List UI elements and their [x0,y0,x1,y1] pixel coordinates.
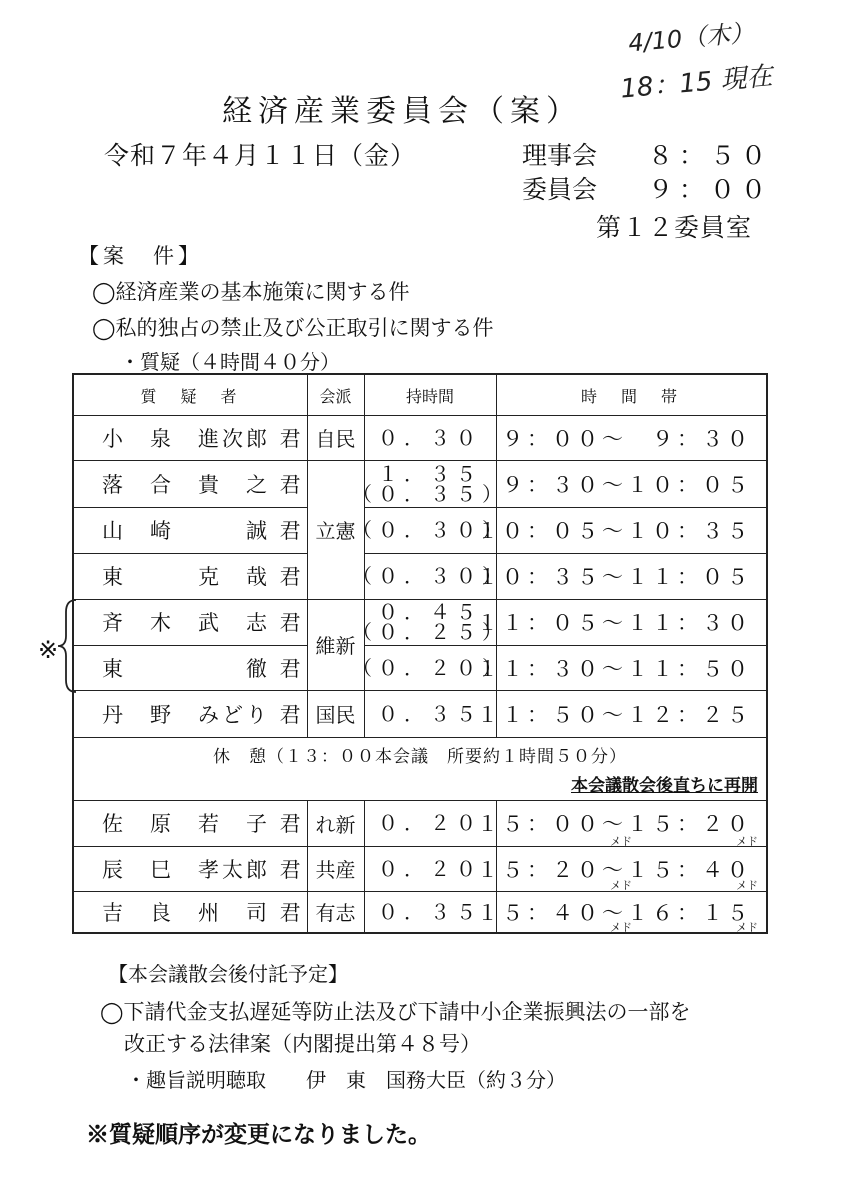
time-slot: １５：２０〜１５：４０ [477,857,752,882]
referral-heading: 【本会議散会後付託予定】 [108,962,348,986]
party-name: 有志 [315,901,356,925]
allotted-time-total: ０．４５ [378,600,482,624]
time-slot: １０：３５〜１１：０５ [477,565,752,589]
questioner-name: 東 克 哉 君 [102,565,304,589]
time-slot: ９：３０〜１０：０５ [502,472,752,497]
allotted-time: ０．３５ [378,701,482,726]
questioner-name: 辰 巳 孝太郎 君 [102,857,304,882]
questioner-name: 丹 野 みどり 君 [102,702,304,727]
allotted-time: ０．２０ [378,856,482,881]
qa-duration: ・質疑（４時間４０分） [120,350,340,374]
allotted-time: ０．３５ [378,899,482,924]
bill-title-line: ◯下請代金支払遅延等防止法及び下請中小企業振興法の一部を [100,1000,691,1024]
agenda-heading: 【案 件】 [78,244,203,268]
meido-note: メド [736,879,758,892]
questioner-name: 斉 木 武 志 君 [102,611,304,635]
order-change-notice: ※質疑順序が変更になりました。 [86,1121,431,1148]
meido-note: メド [736,921,758,934]
questioner-name: 東 徹 君 [102,656,304,681]
order-change-mark: ※ [38,636,59,664]
allotted-time: （０．３０） [352,564,508,588]
allotted-time: （０．３０） [352,518,508,542]
questioner-name: 佐 原 若 子 君 [102,812,304,836]
allotted-time-share: （０．３５） [352,481,508,506]
agenda-item: ◯私的独占の禁止及び公正取引に関する件 [92,316,494,340]
party-name: 立憲 [315,519,356,543]
time-slot: １１：０５〜１１：３０ [477,611,752,635]
handwritten-date: 4/10（木） [627,18,756,58]
allotted-time: ０．２０ [378,811,482,835]
questioner-name: 吉 良 州 司 君 [102,900,304,925]
allotted-time: ０．３０ [378,425,482,450]
time-slot: １０：０５〜１０：３５ [477,519,752,543]
committee-meeting-time: ９：００ [648,175,773,204]
meido-note: メド [736,835,758,848]
board-meeting-label: 理事会 [522,141,598,170]
header-allotted-time: 持時間 [405,386,454,406]
party-name: 維新 [315,634,356,658]
header-time-slot: 時 間 帯 [580,386,681,406]
reconvene-note: 本会議散会後直ちに再開 [571,775,758,796]
handwritten-time: 18：15 現在 [619,61,774,105]
document-title: 経済産業委員会（案） [222,94,582,129]
questioner-name: 山 崎 誠 君 [102,519,304,543]
header-questioner: 質 疑 者 [140,386,241,406]
meido-note: メド [610,879,632,892]
header-party: 会派 [319,386,352,406]
allotted-time: （０．２０） [352,655,508,680]
questioner-name: 落 合 貴 之 君 [102,472,304,497]
time-slot: １１：５０〜１２：２５ [477,702,752,727]
allotted-time [352,460,508,507]
allotted-time-share: （０．２５） [352,620,508,644]
meido-note: メド [610,835,632,848]
recess-note: 休 憩（１３：００本会議 所要約１時間５０分） [213,746,627,767]
time-slot: １１：３０〜１１：５０ [477,656,752,681]
agenda-item: ◯経済産業の基本施策に関する件 [92,280,410,304]
party-name: 国民 [315,703,356,727]
meeting-room: 第１２委員室 [596,213,753,242]
party-name: れ新 [315,812,356,837]
schedule-table [72,373,768,934]
questioner-name: 小 泉 進次郎 君 [102,426,304,451]
allotted-time-total: １．３５ [378,461,482,486]
board-meeting-time: ８：５０ [648,141,773,170]
time-slot: １５：００〜１５：２０ [477,812,752,836]
party-name: 共産 [315,858,356,882]
meeting-date: 令和７年４月１１日（金） [104,141,417,170]
meido-note: メド [610,921,632,934]
time-slot: ９：００〜 ９：３０ [502,426,752,451]
explanation-item: ・趣旨説明聴取 伊 東 国務大臣（約３分） [126,1068,566,1092]
time-slot: １５：４０〜１６：１５ [477,900,752,925]
committee-meeting-label: 委員会 [522,175,598,204]
party-name: 自民 [315,427,356,451]
bill-title-line: 改正する法律案（内閣提出第４８号） [124,1032,481,1056]
